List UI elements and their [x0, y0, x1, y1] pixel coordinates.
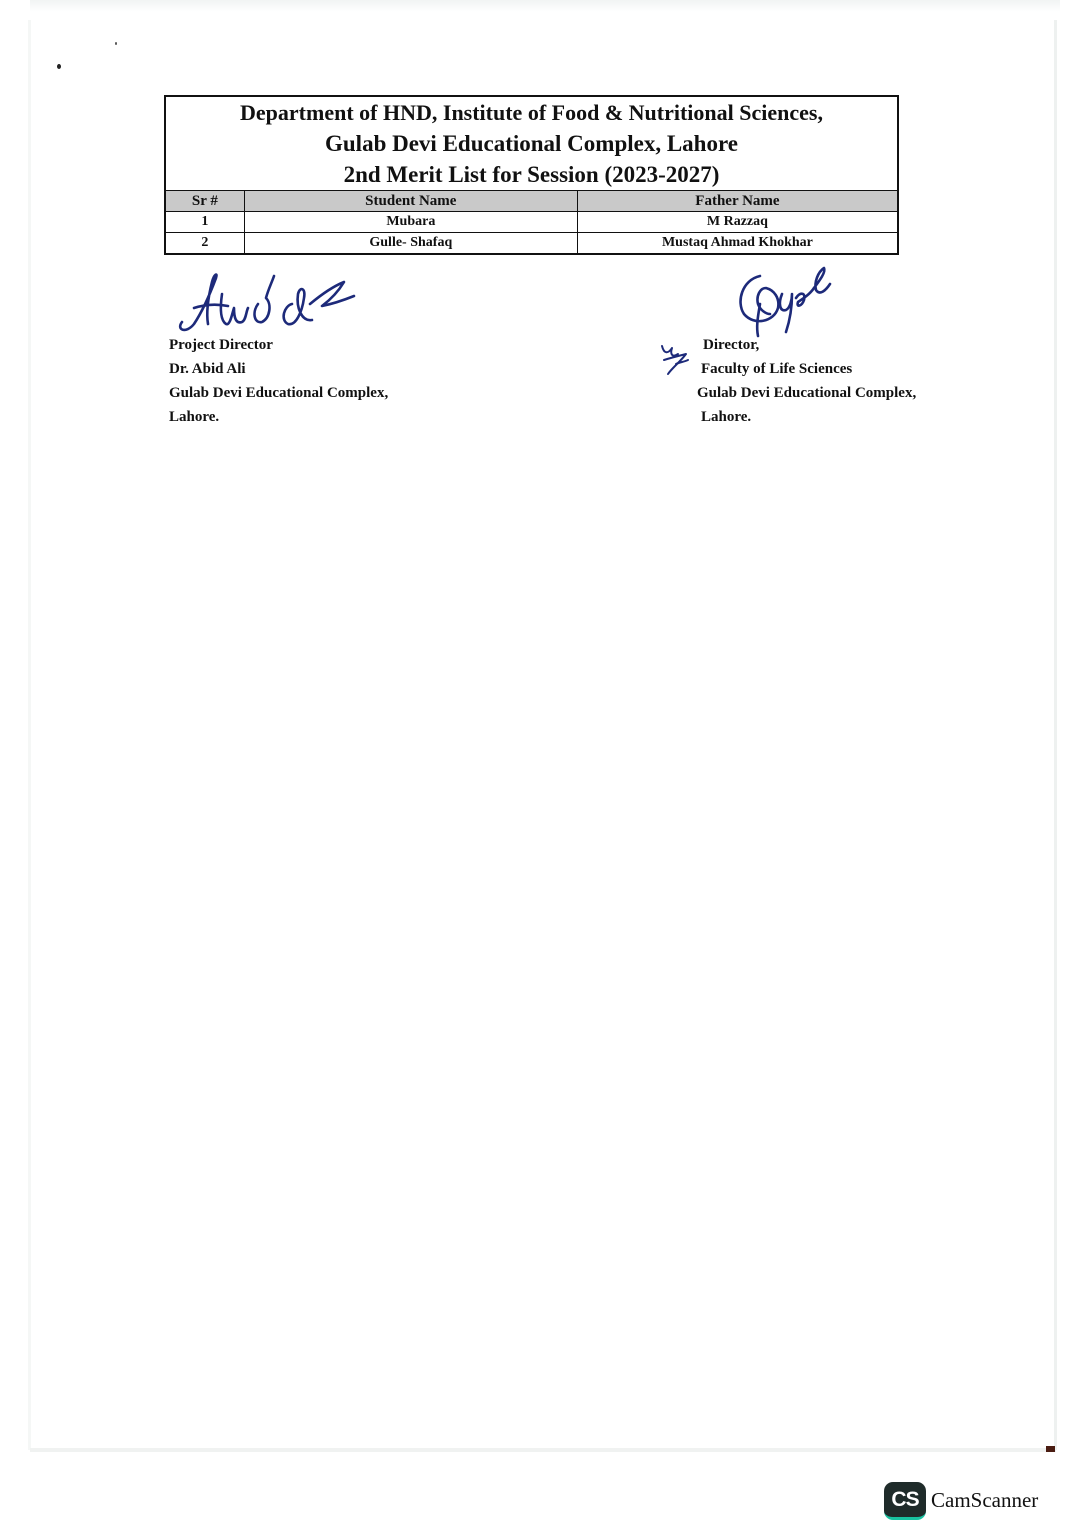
header-institution: Gulab Devi Educational Complex, Lahore — [325, 131, 738, 156]
scan-speck — [57, 64, 61, 69]
scan-speck — [115, 42, 117, 45]
scan-edge-bottom — [30, 1448, 1056, 1452]
initials-mark — [658, 340, 692, 376]
scan-edge-top — [30, 0, 1060, 12]
camscanner-watermark: CamScanner — [931, 1488, 1039, 1512]
cell-father-name: M Razzaq — [577, 212, 898, 233]
signature-left — [172, 264, 362, 340]
scan-edge-right — [1054, 20, 1057, 1450]
camscanner-logo-icon: CS — [884, 1482, 926, 1520]
table-row — [165, 212, 898, 233]
column-header-student-name: Student Name — [244, 191, 577, 212]
header-department: Department of HND, Institute of Food & Nutritional Sciences, — [240, 100, 823, 125]
table-title-cell — [165, 96, 898, 191]
scan-edge-left — [28, 20, 31, 1450]
signature-right — [734, 264, 834, 340]
cell-father-name: Mustaq Ahmad Khokhar — [577, 233, 898, 255]
column-header-father-name: Father Name — [577, 191, 898, 212]
signatory-right-city: Lahore. — [701, 409, 752, 425]
table-title-row — [165, 96, 898, 191]
column-header-row — [165, 191, 898, 212]
cell-student-name: Gulle- Shafaq — [244, 233, 577, 255]
scan-corner-mark — [1046, 1446, 1055, 1452]
signatory-right — [697, 333, 916, 429]
signatory-left-name: Dr. Abid Ali — [169, 361, 246, 377]
signatory-right-org: Gulab Devi Educational Complex, — [697, 385, 917, 401]
signatory-right-dept: Faculty of Life Sciences — [701, 361, 853, 377]
cell-sr: 1 — [165, 212, 244, 233]
signatory-left — [169, 333, 388, 429]
merit-list-table — [164, 95, 899, 255]
column-header-sr: Sr # — [165, 191, 244, 212]
signatory-left-title: Project Director — [169, 337, 273, 353]
signatory-left-org: Gulab Devi Educational Complex, — [169, 385, 389, 401]
signatory-left-city: Lahore. — [169, 409, 220, 425]
signatory-right-title: Director, — [703, 337, 760, 353]
header-merit-list: 2nd Merit List for Session (2023-2027) — [343, 162, 720, 187]
cell-student-name: Mubara — [244, 212, 577, 233]
cell-sr: 2 — [165, 233, 244, 255]
table-row — [165, 233, 898, 255]
